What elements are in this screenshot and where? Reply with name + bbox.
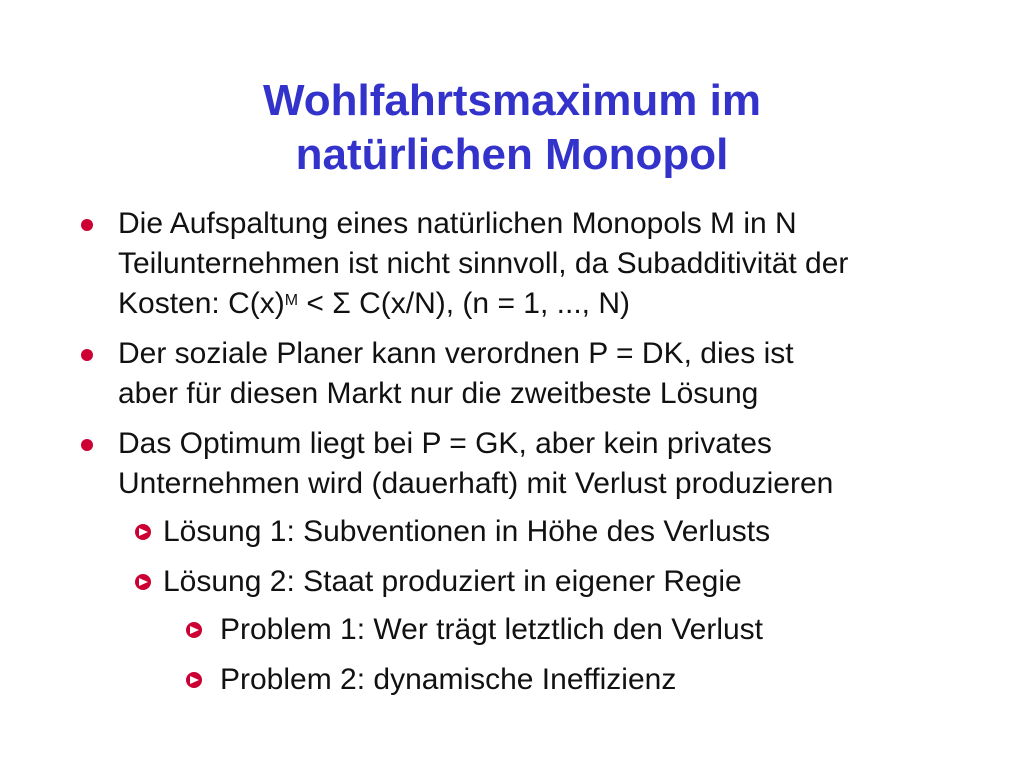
- bullet-text-line: aber für diesen Markt nur die zweitbeste Lösung: [118, 377, 759, 410]
- bullet-text-line: Teilunternehmen ist nicht sinnvoll, da Subadditivität der: [118, 247, 849, 280]
- cost-formula-suffix: < Σ C(x/N), (n = 1, ..., N): [298, 287, 630, 320]
- bullet-text-line: [118, 284, 978, 324]
- bullet-text-line: Die Aufspaltung eines natürlichen Monopols M in N: [118, 207, 797, 240]
- red-arrow-icon: [186, 622, 202, 638]
- slide-title: [0, 74, 1024, 182]
- bullet-text-line: Der soziale Planer kann verordnen P = DK, dies ist: [118, 337, 794, 370]
- title-line-2: natürlichen Monopol: [295, 130, 729, 179]
- sub-bullet-text: Lösung 1: Subventionen in Höhe des Verlusts: [163, 515, 771, 548]
- red-arrow-icon: [135, 524, 151, 540]
- bullet-text-line: Das Optimum liegt bei P = GK, aber kein privates: [118, 427, 772, 460]
- red-dot-icon: [81, 349, 93, 361]
- red-arrow-icon: [186, 672, 202, 688]
- red-dot-icon: [81, 219, 93, 231]
- title-line-1: Wohlfahrtsmaximum im: [263, 76, 761, 125]
- sub-sub-bullet-item-problem-1: [220, 610, 980, 650]
- sub-bullet-item-solution-1: [163, 512, 983, 552]
- red-dot-icon: [81, 439, 93, 451]
- red-arrow-icon: [135, 574, 151, 590]
- bullet-item-social-planner: [118, 334, 978, 414]
- bullet-item-optimum: [118, 424, 978, 504]
- sub-sub-bullet-item-problem-2: [220, 660, 980, 700]
- sub-sub-bullet-text: Problem 1: Wer trägt letztlich den Verlust: [220, 613, 764, 646]
- sub-bullet-text: Lösung 2: Staat produziert in eigener Regie: [163, 565, 742, 598]
- bullet-text-line: Unternehmen wird (dauerhaft) mit Verlust produzieren: [118, 467, 834, 500]
- sub-sub-bullet-text: Problem 2: dynamische Ineffizienz: [220, 663, 677, 696]
- cost-formula-superscript: M: [284, 292, 299, 309]
- cost-formula-prefix: Kosten: C(x): [118, 287, 285, 320]
- sub-bullet-item-solution-2: [163, 562, 983, 602]
- bullet-item-subadditivity: [118, 204, 978, 324]
